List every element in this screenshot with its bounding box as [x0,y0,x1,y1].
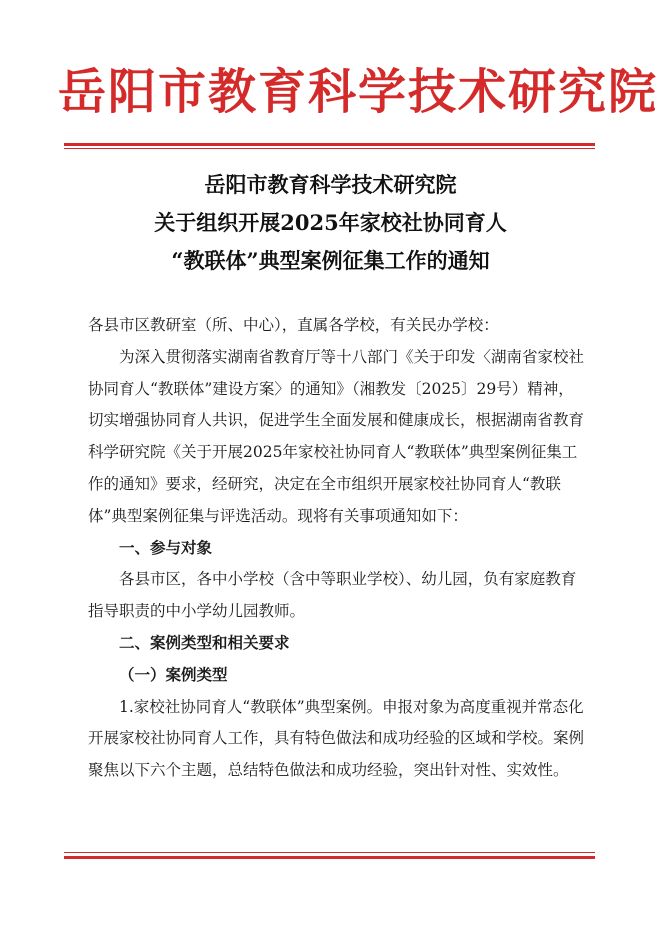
title-line-1: 岳阳市教育科学技术研究院 [204,172,457,197]
letterhead-rule-thick [64,143,595,146]
footer-rule-thin [64,852,595,853]
footer-rule-thick [64,856,595,859]
intro-paragraph: 为深入贯彻落实湖南省教育厅等十八部门《关于印发〈湖南省家校社协同育人“教联体”建设方案〉的通知》（湘教发〔2025〕29号）精神，切实增强协同育人共识，促进学生全面发展和健康成长，根据湖南省教育科学研究院《关于开展2025年家校社协同育人“教联体”典型案例征集工作的通知》要求，经研究，决定在全市组织开展家校社协同育人“教联体”典型案例征集与评选活动。现将有关事项通知如下： [88,347,585,525]
case-type-item-1: 1.家校社协同育人“教联体”典型案例。申报对象为高度重视并常态化开展家校社协同育人工作，具有特色做法和成功经验的区域和学校。案例聚焦以下六个主题，总结特色做法和成功经验，突出针对性、实效性。 [88,697,585,780]
letterhead-rule-thin [64,148,595,149]
salutation: 各县市区教研室（所、中心），直属各学校，有关民办学校： [88,316,499,334]
section-heading-participants: 一、参与对象 [119,538,213,557]
notice-body [88,310,588,787]
section-heading-case-types: 二、案例类型和相关要求 [119,633,290,652]
title-line-3: “教联体”典型案例征集工作的通知 [171,248,490,273]
letterhead-title: 岳阳市教育科学技术研究院 [58,64,659,120]
participants-paragraph: 各县市区，各中小学校（含中等职业学校）、幼儿园，负有家庭教育指导职责的中小学幼儿园教师。 [88,570,577,621]
notice-title [40,166,621,280]
title-line-2: 关于组织开展2025年家校社协同育人 [154,210,507,235]
subsection-heading-case-type: （一）案例类型 [119,665,228,684]
